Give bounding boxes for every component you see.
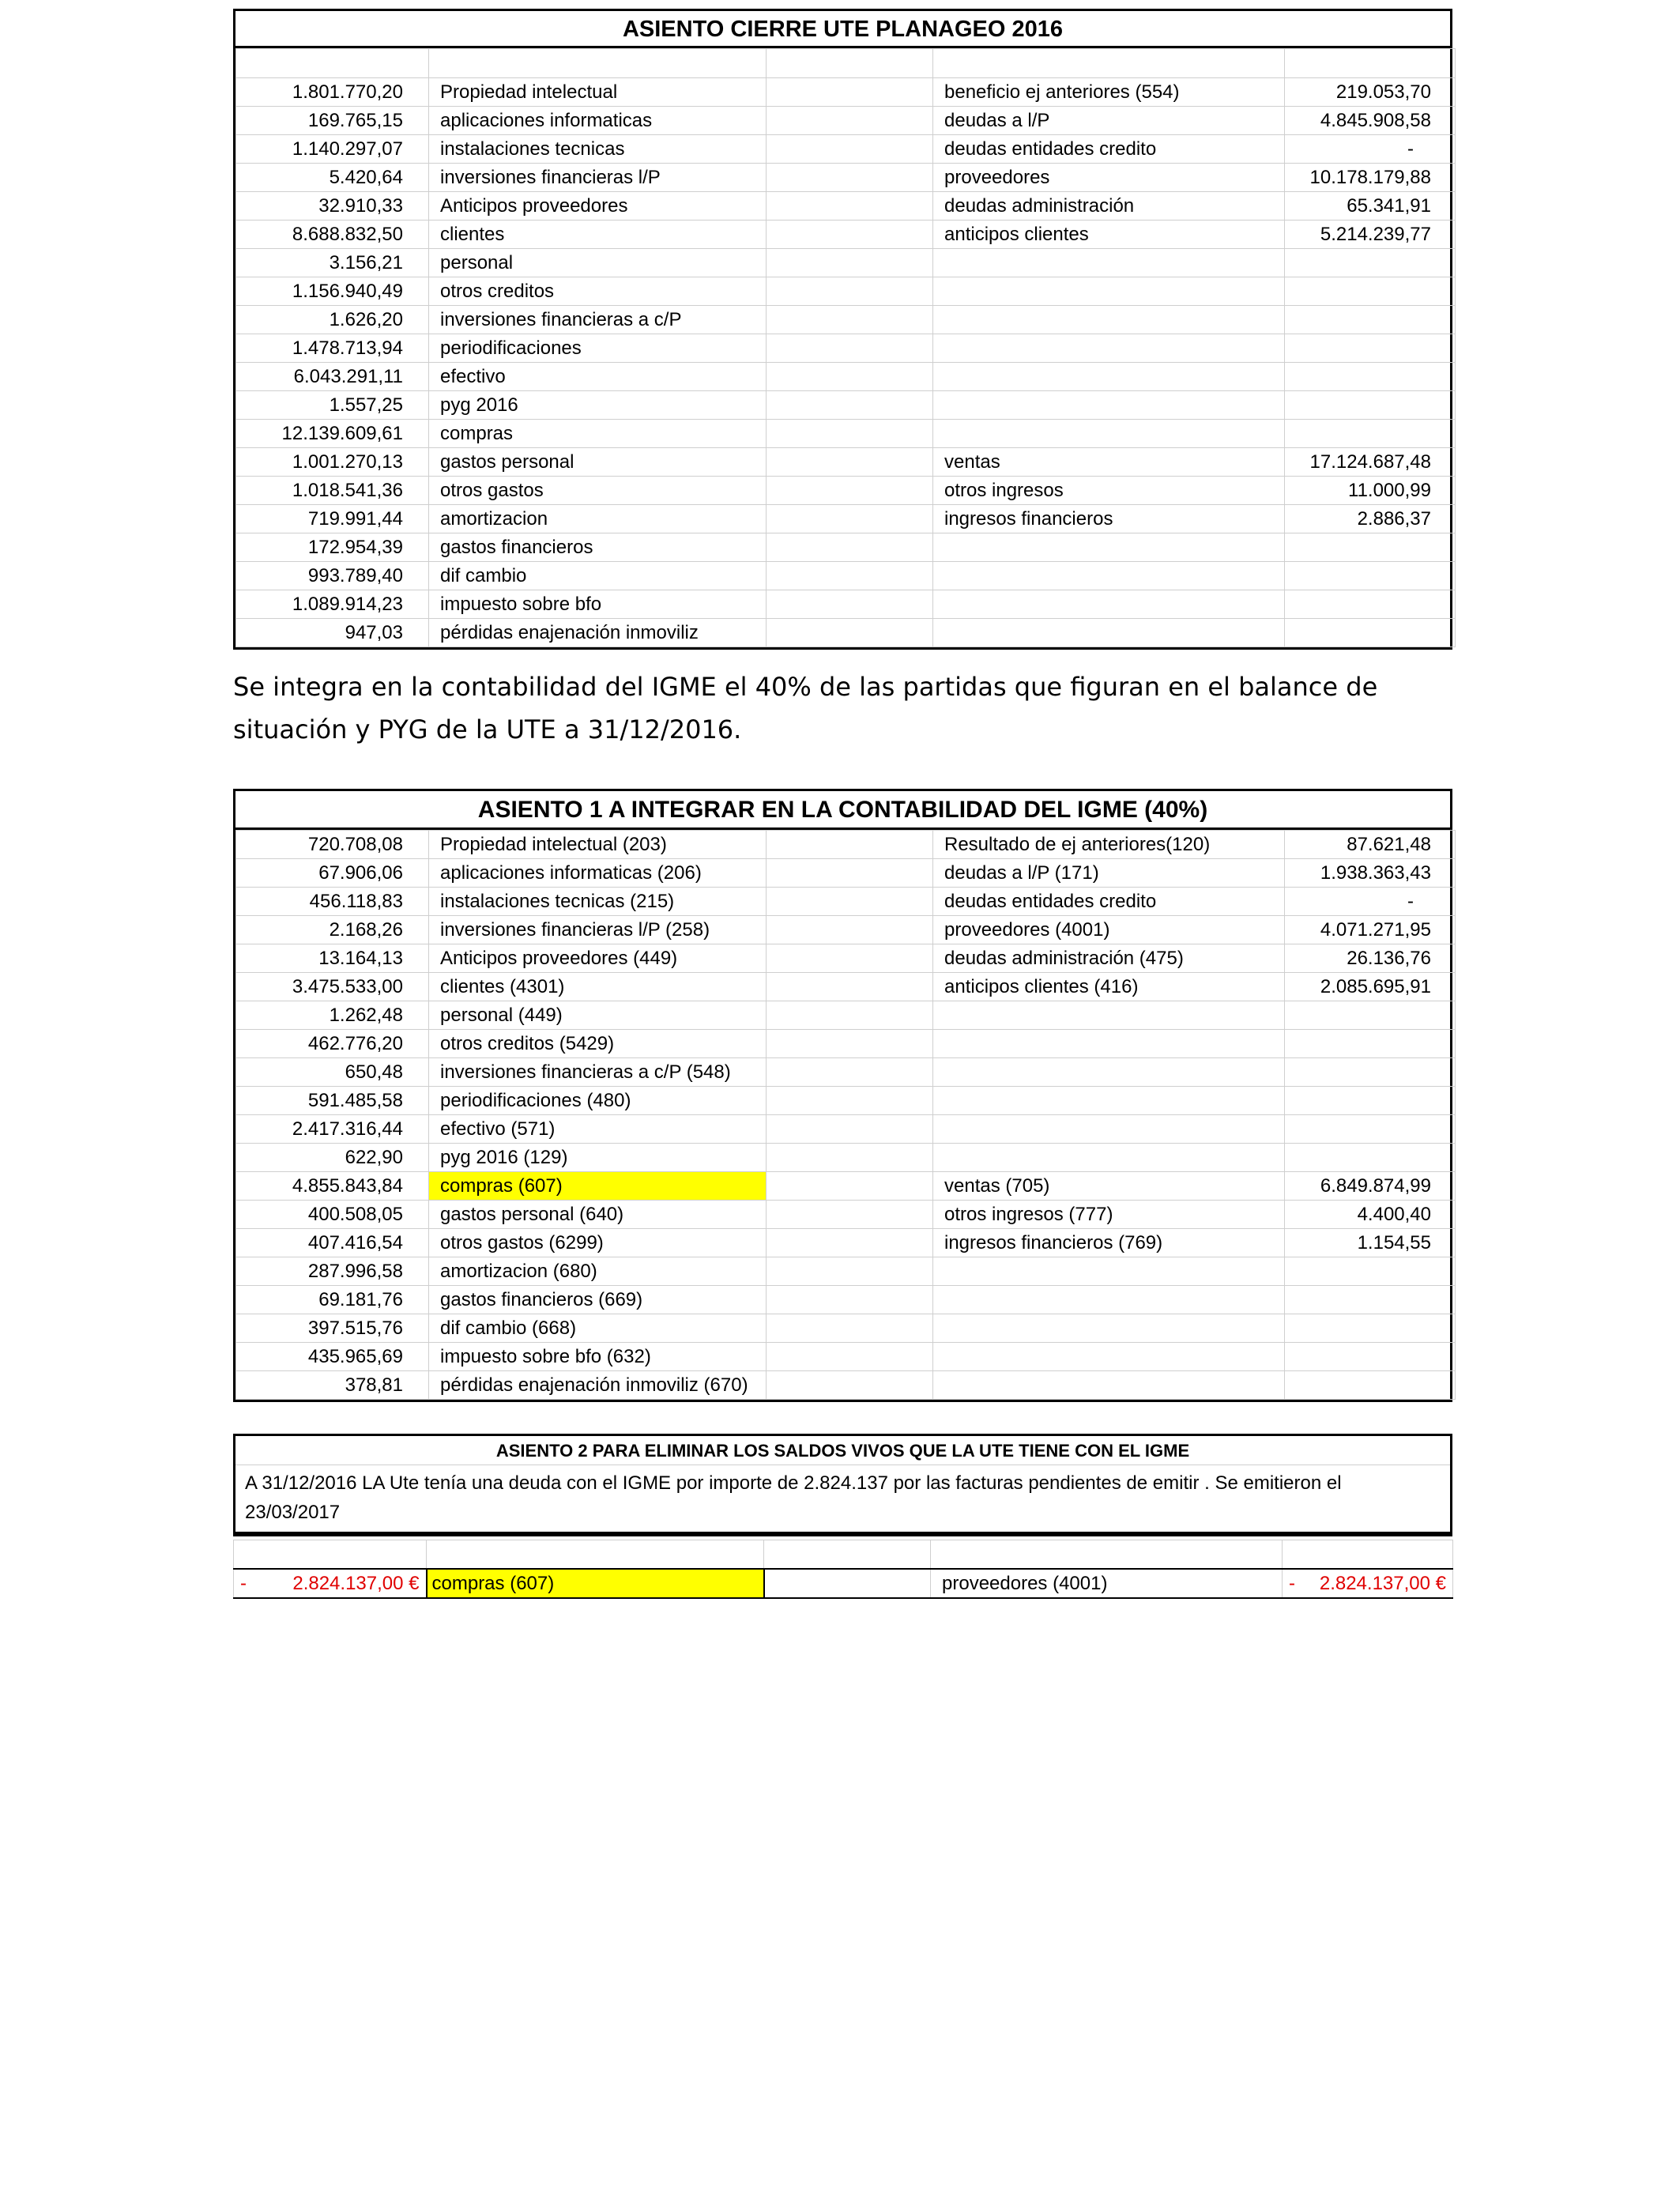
credit-account bbox=[933, 1001, 1285, 1030]
empty-cell bbox=[767, 334, 933, 363]
credit-account bbox=[933, 1371, 1285, 1400]
table-asiento-cierre bbox=[233, 9, 1452, 650]
empty-cell bbox=[767, 1343, 933, 1371]
empty-cell bbox=[767, 1115, 933, 1144]
credit-account: deudas entidades credito bbox=[933, 135, 1285, 164]
credit-amount bbox=[1285, 249, 1456, 277]
table-asiento-1-frame bbox=[233, 789, 1452, 1402]
table-row bbox=[236, 1257, 1456, 1286]
debit-amount: 993.789,40 bbox=[236, 562, 429, 590]
table-asiento-cierre-grid bbox=[235, 48, 1456, 647]
debit-amount: 4.855.843,84 bbox=[236, 1172, 429, 1201]
debit-account: otros creditos bbox=[429, 277, 767, 306]
debit-account: instalaciones tecnicas (215) bbox=[429, 888, 767, 916]
credit-account: otros ingresos bbox=[933, 477, 1285, 505]
table-row bbox=[236, 831, 1456, 859]
empty-cell bbox=[767, 448, 933, 477]
table-row-blank bbox=[234, 1540, 1453, 1570]
empty-cell bbox=[767, 590, 933, 619]
debit-account: inversiones financieras a c/P (548) bbox=[429, 1058, 767, 1087]
table-row bbox=[236, 1172, 1456, 1201]
credit-amount: - bbox=[1285, 888, 1456, 916]
credit-account: ventas (705) bbox=[933, 1172, 1285, 1201]
debit-account: Anticipos proveedores bbox=[429, 192, 767, 221]
table-row bbox=[236, 477, 1456, 505]
debit-amount: 2.824.137,00 € bbox=[292, 1573, 420, 1594]
table-row bbox=[236, 135, 1456, 164]
empty-cell bbox=[767, 78, 933, 107]
credit-amount bbox=[1285, 1030, 1456, 1058]
table-asiento-1-grid bbox=[235, 830, 1456, 1400]
table-row bbox=[236, 505, 1456, 533]
table-row bbox=[236, 1229, 1456, 1257]
debit-amount: 947,03 bbox=[236, 619, 429, 647]
table-row bbox=[236, 619, 1456, 647]
credit-amount bbox=[1285, 277, 1456, 306]
debit-amount: 12.139.609,61 bbox=[236, 420, 429, 448]
table-row bbox=[236, 448, 1456, 477]
table-row bbox=[236, 533, 1456, 562]
debit-account: compras bbox=[429, 420, 767, 448]
credit-account: proveedores (4001) bbox=[933, 916, 1285, 944]
debit-account: clientes bbox=[429, 221, 767, 249]
debit-amount: 1.626,20 bbox=[236, 306, 429, 334]
empty-cell bbox=[767, 973, 933, 1001]
table-asiento-1 bbox=[233, 789, 1452, 1402]
credit-account: deudas a l/P (171) bbox=[933, 859, 1285, 888]
table-row bbox=[236, 107, 1456, 135]
debit-amount: 1.089.914,23 bbox=[236, 590, 429, 619]
credit-account bbox=[933, 562, 1285, 590]
debit-account: Anticipos proveedores (449) bbox=[429, 944, 767, 973]
table-row bbox=[236, 1314, 1456, 1343]
debit-amount: 169.765,15 bbox=[236, 107, 429, 135]
credit-account bbox=[933, 1115, 1285, 1144]
debit-amount: 622,90 bbox=[236, 1144, 429, 1172]
empty-cell bbox=[767, 505, 933, 533]
debit-account: otros gastos (6299) bbox=[429, 1229, 767, 1257]
credit-account bbox=[933, 277, 1285, 306]
debit-amount: 650,48 bbox=[236, 1058, 429, 1087]
credit-account: deudas administración bbox=[933, 192, 1285, 221]
credit-account bbox=[933, 590, 1285, 619]
credit-account bbox=[933, 334, 1285, 363]
debit-account: pyg 2016 bbox=[429, 391, 767, 420]
credit-amount: 10.178.179,88 bbox=[1285, 164, 1456, 192]
debit-account: pérdidas enajenación inmoviliz bbox=[429, 619, 767, 647]
credit-amount: 219.053,70 bbox=[1285, 78, 1456, 107]
table-asiento-cierre-frame bbox=[233, 9, 1452, 650]
credit-amount bbox=[1285, 1115, 1456, 1144]
debit-amount: 69.181,76 bbox=[236, 1286, 429, 1314]
credit-amount: 26.136,76 bbox=[1285, 944, 1456, 973]
table-row bbox=[236, 888, 1456, 916]
debit-account: dif cambio bbox=[429, 562, 767, 590]
empty-cell bbox=[767, 1144, 933, 1172]
table-row bbox=[236, 221, 1456, 249]
debit-account: inversiones financieras a c/P bbox=[429, 306, 767, 334]
debit-account: periodificaciones bbox=[429, 334, 767, 363]
credit-account bbox=[933, 1058, 1285, 1087]
debit-account: gastos personal (640) bbox=[429, 1201, 767, 1229]
debit-account: compras (607) bbox=[429, 1172, 767, 1201]
credit-account: otros ingresos (777) bbox=[933, 1201, 1285, 1229]
credit-account bbox=[933, 249, 1285, 277]
table-row bbox=[236, 1030, 1456, 1058]
empty-cell bbox=[767, 277, 933, 306]
debit-amount: 378,81 bbox=[236, 1371, 429, 1400]
debit-amount: 435.965,69 bbox=[236, 1343, 429, 1371]
credit-account bbox=[933, 1144, 1285, 1172]
debit-account: inversiones financieras l/P (258) bbox=[429, 916, 767, 944]
empty-cell bbox=[767, 1314, 933, 1343]
credit-account bbox=[933, 420, 1285, 448]
debit-account: dif cambio (668) bbox=[429, 1314, 767, 1343]
credit-amount: 65.341,91 bbox=[1285, 192, 1456, 221]
empty-cell bbox=[767, 1030, 933, 1058]
table-row bbox=[236, 334, 1456, 363]
debit-amount: 456.118,83 bbox=[236, 888, 429, 916]
debit-account: pérdidas enajenación inmoviliz (670) bbox=[429, 1371, 767, 1400]
credit-amount: 4.400,40 bbox=[1285, 1201, 1456, 1229]
debit-amount: 1.140.297,07 bbox=[236, 135, 429, 164]
credit-amount bbox=[1285, 1371, 1456, 1400]
integration-paragraph: Se integra en la contabilidad del IGME el 40% de las partidas que figuran en el balance de situación y PYG de la UTE a 31/12/2016. bbox=[233, 672, 1378, 745]
table-row bbox=[236, 164, 1456, 192]
credit-account bbox=[933, 1257, 1285, 1286]
debit-account: personal (449) bbox=[429, 1001, 767, 1030]
empty-cell bbox=[767, 944, 933, 973]
credit-account: proveedores bbox=[933, 164, 1285, 192]
debit-amount: 5.420,64 bbox=[236, 164, 429, 192]
credit-amount bbox=[1285, 533, 1456, 562]
debit-account: efectivo bbox=[429, 363, 767, 391]
credit-account: deudas entidades credito bbox=[933, 888, 1285, 916]
credit-account: deudas administración (475) bbox=[933, 944, 1285, 973]
credit-account bbox=[933, 1286, 1285, 1314]
table-row bbox=[236, 916, 1456, 944]
debit-amount: 13.164,13 bbox=[236, 944, 429, 973]
debit-amount: 2.168,26 bbox=[236, 916, 429, 944]
table-asiento-cierre-title: ASIENTO CIERRE UTE PLANAGEO 2016 bbox=[235, 11, 1450, 48]
debit-amount: 3.475.533,00 bbox=[236, 973, 429, 1001]
debit-amount: 462.776,20 bbox=[236, 1030, 429, 1058]
debit-account: otros creditos (5429) bbox=[429, 1030, 767, 1058]
table-row bbox=[236, 306, 1456, 334]
empty-cell bbox=[767, 107, 933, 135]
credit-amount bbox=[1285, 619, 1456, 647]
empty-cell bbox=[767, 1371, 933, 1400]
empty-cell bbox=[767, 859, 933, 888]
credit-amount bbox=[1285, 1286, 1456, 1314]
credit-amount bbox=[1285, 1058, 1456, 1087]
table-asiento-1-title: ASIENTO 1 A INTEGRAR EN LA CONTABILIDAD DEL IGME (40%) bbox=[235, 791, 1450, 830]
table-asiento-2-grid bbox=[233, 1540, 1453, 1599]
credit-amount: 17.124.687,48 bbox=[1285, 448, 1456, 477]
table-row bbox=[236, 249, 1456, 277]
debit-amount: 3.156,21 bbox=[236, 249, 429, 277]
empty-cell bbox=[767, 192, 933, 221]
credit-amount: 4.845.908,58 bbox=[1285, 107, 1456, 135]
debit-amount: 172.954,39 bbox=[236, 533, 429, 562]
debit-amount: 1.262,48 bbox=[236, 1001, 429, 1030]
debit-amount: 1.557,25 bbox=[236, 391, 429, 420]
table-row bbox=[236, 1001, 1456, 1030]
credit-account: ingresos financieros bbox=[933, 505, 1285, 533]
credit-account: anticipos clientes bbox=[933, 221, 1285, 249]
debit-account: aplicaciones informaticas (206) bbox=[429, 859, 767, 888]
debit-amount: 1.478.713,94 bbox=[236, 334, 429, 363]
credit-account: beneficio ej anteriores (554) bbox=[933, 78, 1285, 107]
credit-amount: 87.621,48 bbox=[1285, 831, 1456, 859]
credit-amount bbox=[1285, 391, 1456, 420]
debit-account: aplicaciones informaticas bbox=[429, 107, 767, 135]
table-row bbox=[236, 1058, 1456, 1087]
debit-amount: 1.156.940,49 bbox=[236, 277, 429, 306]
empty-cell bbox=[767, 1201, 933, 1229]
debit-account: impuesto sobre bfo bbox=[429, 590, 767, 619]
credit-account bbox=[933, 363, 1285, 391]
empty-cell bbox=[767, 1286, 933, 1314]
debit-amount-cell bbox=[234, 1569, 427, 1598]
empty-cell bbox=[767, 363, 933, 391]
debit-amount: 1.001.270,13 bbox=[236, 448, 429, 477]
debit-amount: 287.996,58 bbox=[236, 1257, 429, 1286]
debit-amount: 32.910,33 bbox=[236, 192, 429, 221]
empty-cell bbox=[767, 391, 933, 420]
empty-cell bbox=[767, 135, 933, 164]
credit-account bbox=[933, 391, 1285, 420]
table-row bbox=[236, 1144, 1456, 1172]
table-asiento-2 bbox=[233, 1434, 1452, 1599]
debit-account: Propiedad intelectual bbox=[429, 78, 767, 107]
empty-cell bbox=[767, 888, 933, 916]
debit-account: amortizacion (680) bbox=[429, 1257, 767, 1286]
empty-cell bbox=[767, 1172, 933, 1201]
empty-cell bbox=[767, 1087, 933, 1115]
debit-amount: 720.708,08 bbox=[236, 831, 429, 859]
credit-amount bbox=[1285, 1257, 1456, 1286]
debit-amount: 1.018.541,36 bbox=[236, 477, 429, 505]
table-asiento-2-title: ASIENTO 2 PARA ELIMINAR LOS SALDOS VIVOS QUE LA UTE TIENE CON EL IGME bbox=[235, 1436, 1450, 1465]
empty-cell bbox=[767, 619, 933, 647]
table-row bbox=[236, 1343, 1456, 1371]
table-row bbox=[236, 391, 1456, 420]
credit-amount bbox=[1285, 1314, 1456, 1343]
empty-cell bbox=[767, 562, 933, 590]
table-row bbox=[236, 1201, 1456, 1229]
credit-account bbox=[933, 619, 1285, 647]
debit-amount: 2.417.316,44 bbox=[236, 1115, 429, 1144]
empty-cell bbox=[767, 306, 933, 334]
credit-amount bbox=[1285, 590, 1456, 619]
debit-amount: 8.688.832,50 bbox=[236, 221, 429, 249]
debit-account: impuesto sobre bfo (632) bbox=[429, 1343, 767, 1371]
empty-cell bbox=[767, 533, 933, 562]
table-row-blank bbox=[236, 49, 1456, 78]
debit-account: gastos financieros bbox=[429, 533, 767, 562]
debit-amount: 397.515,76 bbox=[236, 1314, 429, 1343]
negative-sign: - bbox=[240, 1573, 247, 1594]
empty-cell bbox=[767, 1229, 933, 1257]
empty-cell bbox=[767, 164, 933, 192]
debit-account: personal bbox=[429, 249, 767, 277]
debit-account: otros gastos bbox=[429, 477, 767, 505]
debit-account: inversiones financieras l/P bbox=[429, 164, 767, 192]
credit-amount: 4.071.271,95 bbox=[1285, 916, 1456, 944]
credit-account bbox=[933, 306, 1285, 334]
credit-amount bbox=[1285, 306, 1456, 334]
empty-cell bbox=[767, 249, 933, 277]
table-row bbox=[236, 944, 1456, 973]
credit-amount-cell bbox=[1283, 1569, 1453, 1598]
credit-account bbox=[933, 533, 1285, 562]
credit-account: Resultado de ej anteriores(120) bbox=[933, 831, 1285, 859]
table-row bbox=[236, 562, 1456, 590]
table-row bbox=[236, 973, 1456, 1001]
debit-account: gastos financieros (669) bbox=[429, 1286, 767, 1314]
debit-amount: 6.043.291,11 bbox=[236, 363, 429, 391]
credit-amount: 6.849.874,99 bbox=[1285, 1172, 1456, 1201]
empty-cell bbox=[767, 420, 933, 448]
credit-amount bbox=[1285, 363, 1456, 391]
credit-amount: 2.824.137,00 € bbox=[1319, 1573, 1446, 1594]
table-row bbox=[236, 78, 1456, 107]
table-row bbox=[236, 363, 1456, 391]
credit-amount: 5.214.239,77 bbox=[1285, 221, 1456, 249]
empty-cell bbox=[767, 916, 933, 944]
debit-account: pyg 2016 (129) bbox=[429, 1144, 767, 1172]
credit-amount bbox=[1285, 420, 1456, 448]
credit-amount bbox=[1285, 334, 1456, 363]
credit-amount: 1.938.363,43 bbox=[1285, 859, 1456, 888]
table-row bbox=[236, 420, 1456, 448]
credit-amount: 2.085.695,91 bbox=[1285, 973, 1456, 1001]
empty-cell bbox=[767, 831, 933, 859]
credit-amount bbox=[1285, 562, 1456, 590]
debit-amount: 67.906,06 bbox=[236, 859, 429, 888]
table-row bbox=[236, 192, 1456, 221]
credit-account: deudas a l/P bbox=[933, 107, 1285, 135]
credit-account: ingresos financieros (769) bbox=[933, 1229, 1285, 1257]
empty-cell bbox=[767, 1001, 933, 1030]
table-row bbox=[234, 1569, 1453, 1598]
debit-account: efectivo (571) bbox=[429, 1115, 767, 1144]
credit-amount bbox=[1285, 1087, 1456, 1115]
table-asiento-2-note: A 31/12/2016 LA Ute tenía una deuda con el IGME por importe de 2.824.137 por las facturas pendientes de emitir . Se emitieron el 23/03/2017 bbox=[235, 1465, 1450, 1534]
credit-amount: - bbox=[1285, 135, 1456, 164]
credit-account bbox=[933, 1030, 1285, 1058]
debit-account: instalaciones tecnicas bbox=[429, 135, 767, 164]
credit-amount bbox=[1285, 1343, 1456, 1371]
table-row bbox=[236, 277, 1456, 306]
table-row bbox=[236, 1371, 1456, 1400]
table-row bbox=[236, 590, 1456, 619]
empty-cell bbox=[767, 1058, 933, 1087]
debit-amount: 719.991,44 bbox=[236, 505, 429, 533]
empty-cell bbox=[767, 477, 933, 505]
debit-account: amortizacion bbox=[429, 505, 767, 533]
negative-sign: - bbox=[1289, 1573, 1295, 1594]
table-row bbox=[236, 859, 1456, 888]
debit-amount: 591.485,58 bbox=[236, 1087, 429, 1115]
empty-cell bbox=[767, 1257, 933, 1286]
credit-amount: 2.886,37 bbox=[1285, 505, 1456, 533]
credit-account: ventas bbox=[933, 448, 1285, 477]
credit-account bbox=[933, 1087, 1285, 1115]
credit-amount bbox=[1285, 1144, 1456, 1172]
credit-amount: 11.000,99 bbox=[1285, 477, 1456, 505]
empty-cell bbox=[767, 221, 933, 249]
debit-account: gastos personal bbox=[429, 448, 767, 477]
credit-account bbox=[933, 1314, 1285, 1343]
table-row bbox=[236, 1087, 1456, 1115]
table-row bbox=[236, 1286, 1456, 1314]
credit-amount bbox=[1285, 1001, 1456, 1030]
debit-account: compras (607) bbox=[427, 1569, 764, 1598]
debit-account: periodificaciones (480) bbox=[429, 1087, 767, 1115]
debit-amount: 400.508,05 bbox=[236, 1201, 429, 1229]
debit-amount: 407.416,54 bbox=[236, 1229, 429, 1257]
debit-account: clientes (4301) bbox=[429, 973, 767, 1001]
debit-amount: 1.801.770,20 bbox=[236, 78, 429, 107]
table-row bbox=[236, 1115, 1456, 1144]
empty-cell bbox=[764, 1569, 931, 1598]
table-asiento-2-frame bbox=[233, 1434, 1452, 1536]
credit-account bbox=[933, 1343, 1285, 1371]
debit-account: Propiedad intelectual (203) bbox=[429, 831, 767, 859]
credit-amount: 1.154,55 bbox=[1285, 1229, 1456, 1257]
credit-account: proveedores (4001) bbox=[931, 1569, 1283, 1598]
credit-account: anticipos clientes (416) bbox=[933, 973, 1285, 1001]
